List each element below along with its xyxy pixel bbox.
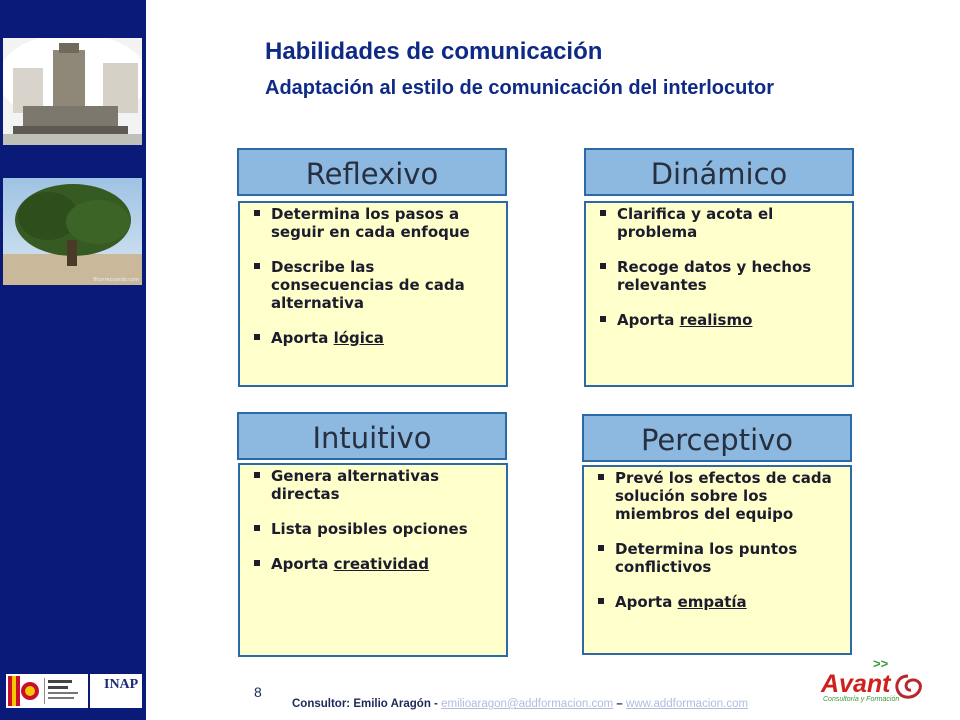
arrow-icon: >> [873,656,889,671]
list-item [598,258,842,294]
dinamico-box [584,201,854,387]
list-item-text: Lista posibles opciones [271,520,468,538]
reflexivo-box [238,201,508,387]
bullet-icon [254,472,260,478]
list-item [596,593,840,611]
bullet-icon [254,525,260,531]
keyword: lógica [333,329,384,347]
list-item-text: Recoge datos y hechos relevantes [617,258,812,294]
list-item [252,205,496,241]
list-item-text: Determina los puntos conflictivos [615,540,798,576]
bullet-icon [254,263,260,269]
footer [292,698,748,710]
separator: - [430,698,442,710]
list-item [596,540,840,576]
list-item-text: Clarifica y acota el problema [617,205,774,241]
list-item [252,467,496,503]
intuitivo-header: Intuitivo [237,412,507,460]
keyword: realismo [679,311,753,329]
keyword: empatía [677,593,747,611]
bullet-icon [598,598,604,604]
slide-subtitle: Adaptación al estilo de comunicación del interlocutor [265,77,774,99]
bullet-icon [254,334,260,340]
list-item-text: Prevé los efectos de cada solución sobre los miembros del equipo [615,469,832,523]
reflexivo-header: Reflexivo [237,148,507,196]
fountain-photo [3,38,142,145]
page-number: 8 [254,684,262,700]
separator: – [613,698,627,710]
perceptivo-box [582,465,852,655]
consultant-name: Consultor: Emilio Aragón [292,698,431,710]
slide-title: Habilidades de comunicación [265,38,603,65]
bullet-icon [600,263,606,269]
list-item-text: Describe las consecuencias de cada alternativa [271,258,465,312]
website-link[interactable]: www.addformacion.com [626,698,749,710]
avant-tagline: Consultoría y Formación [823,696,900,703]
avant-logo [815,656,925,708]
list-item [252,258,496,312]
list-item [598,205,842,241]
list-item-text: Aporta [617,311,680,329]
list-item-text: Determina los pasos a seguir en cada enfoque [271,205,470,241]
avant-wordmark: Avant [821,670,891,698]
list-item-text: Aporta [271,555,334,573]
list-item-text: Genera alternativas directas [271,467,440,503]
bullet-icon [254,210,260,216]
sidebar [0,0,146,720]
government-logos [0,672,146,712]
bullet-icon [598,545,604,551]
email-link[interactable]: emilioaragon@addformacion.com [441,698,614,710]
dinamico-header: Dinámico [584,148,854,196]
oak-tree-photo [3,178,142,285]
bullet-icon [254,560,260,566]
bullet-icon [598,474,604,480]
list-item [252,520,496,538]
list-item [598,311,842,329]
intuitivo-box [238,463,508,657]
bullet-icon [600,316,606,322]
photo-credit: fitunrecuerdo.com [93,277,139,283]
bullet-icon [600,210,606,216]
list-item [596,469,840,523]
inap-logo: INAP [104,677,139,692]
perceptivo-header: Perceptivo [582,414,852,462]
list-item [252,329,496,347]
list-item-text: Aporta [271,329,334,347]
list-item-text: Aporta [615,593,678,611]
keyword: creatividad [333,555,429,573]
list-item [252,555,496,573]
